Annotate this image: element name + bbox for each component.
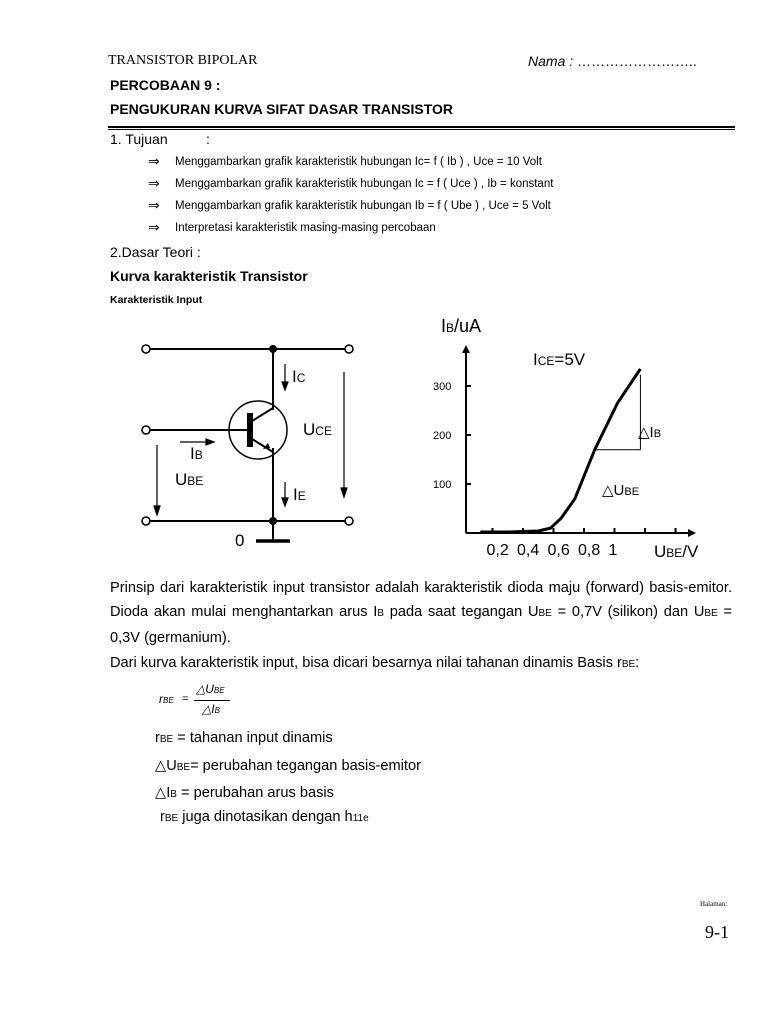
arrow-bullet-icon: ⇒ [148, 176, 160, 192]
emitter-lead [252, 439, 273, 452]
uce-arrow-icon [341, 488, 347, 497]
y-axis-arrow-icon [462, 345, 470, 353]
tujuan-colon: : [206, 131, 210, 147]
junction-bottom [269, 517, 277, 525]
formula-denominator: △IB [202, 702, 220, 716]
x-axis-arrow-icon [688, 529, 696, 537]
ib-label: IB [190, 444, 203, 463]
x-tick-label: 0,4 [517, 542, 540, 559]
fraction-bar [194, 700, 230, 701]
halaman-label: Halaman: [700, 900, 728, 908]
chart-curve-label: ICE=5V [533, 350, 586, 369]
terminal-bottom-right [345, 517, 353, 525]
transistor-circuit-diagram [130, 330, 370, 560]
base-bar [247, 413, 253, 447]
ube-label: UBE [175, 470, 204, 489]
tujuan-item: Menggambarkan grafik karakteristik hubungan Ic= f ( Ib ) , Uce = 10 Volt [175, 156, 542, 168]
collector-lead [252, 408, 273, 421]
ic-label: IC [292, 367, 306, 386]
input-characteristic-chart [420, 312, 720, 570]
ground-label: 0 [235, 531, 245, 550]
chart-delta-ube: △UBE [602, 482, 640, 499]
arrow-bullet-icon: ⇒ [148, 198, 160, 214]
formula-equals: = [182, 693, 189, 705]
title-rule-thick [108, 126, 735, 128]
tujuan-item: Interpretasi karakteristik masing-masing percobaan [175, 222, 436, 234]
junction-top [269, 345, 277, 353]
paragraph-kurva: Dari kurva karakteristik input, bisa dicari besarnya nilai tahanan dinamis Basis rBE: [110, 655, 640, 671]
x-tick-label: 0,2 [486, 542, 509, 559]
formula-lhs: rBE [159, 692, 174, 706]
paragraph-prinsip: Prinsip dari karakteristik input transistor adalah karakteristik dioda maju (forward) basis-emitor. Dioda akan mulai menghantarkan arus IB pada saat tegangan UBE = 0,7V (silikon) dan UBE = 0,3V (germanium). [110, 580, 733, 646]
definition-rbe: rBE = tahanan input dinamis [155, 730, 333, 746]
y-tick-label: 200 [433, 430, 452, 442]
chart-ylabel: IB/uA [441, 316, 482, 336]
ie-arrow-icon [282, 498, 288, 506]
kurva-heading: Kurva karakteristik Transistor [110, 268, 308, 284]
terminal-bottom-left [142, 517, 150, 525]
definition-delta-ube: △UBE= perubahan tegangan basis-emitor [155, 758, 421, 774]
ib-arrow-icon [206, 439, 214, 445]
definition-delta-ib: △IB = perubahan arus basis [155, 785, 334, 801]
tujuan-item: Menggambarkan grafik karakteristik hubungan Ib = f ( Ube ) , Uce = 5 Volt [175, 200, 551, 212]
ic-arrow-icon [282, 382, 288, 390]
tujuan-heading: 1. Tujuan [110, 131, 168, 147]
ib-ube-curve [480, 369, 640, 532]
terminal-base [142, 426, 150, 434]
nama-dots: …………………….. [577, 53, 697, 69]
ube-arrow-icon [154, 506, 160, 515]
page-number: 9-1 [705, 922, 729, 942]
karakteristik-input-heading: Karakteristik Input [110, 294, 203, 306]
x-tick-label: 0,6 [547, 542, 570, 559]
arrow-bullet-icon: ⇒ [148, 220, 160, 236]
y-tick-label: 300 [433, 381, 452, 393]
nama-field [528, 53, 697, 69]
chart-xlabel: UBE/V [654, 542, 699, 561]
ie-label: IE [293, 485, 306, 504]
arrow-bullet-icon: ⇒ [148, 154, 160, 170]
percobaan-heading: PERCOBAAN 9 : [110, 77, 221, 93]
nama-label: Nama : [528, 53, 578, 69]
x-tick-label: 1 [608, 542, 618, 559]
tujuan-item: Menggambarkan grafik karakteristik hubungan Ic = f ( Uce ) , Ib = konstant [175, 178, 554, 190]
terminal-top-right [345, 345, 353, 353]
definition-h11e: rBE juga dinotasikan dengan h11e [160, 809, 369, 825]
dasar-teori-heading: 2.Dasar Teori : [110, 244, 201, 260]
course-header: TRANSISTOR BIPOLAR [108, 53, 258, 68]
y-tick-label: 100 [433, 479, 452, 491]
page-title: PENGUKURAN KURVA SIFAT DASAR TRANSISTOR [110, 101, 454, 117]
formula-numerator: △UBE [196, 682, 225, 696]
chart-delta-ib: △IB [638, 424, 662, 441]
terminal-top-left [142, 345, 150, 353]
x-tick-label: 0,8 [578, 542, 601, 559]
title-rule-thin [108, 129, 735, 130]
uce-label: UCE [303, 420, 332, 439]
